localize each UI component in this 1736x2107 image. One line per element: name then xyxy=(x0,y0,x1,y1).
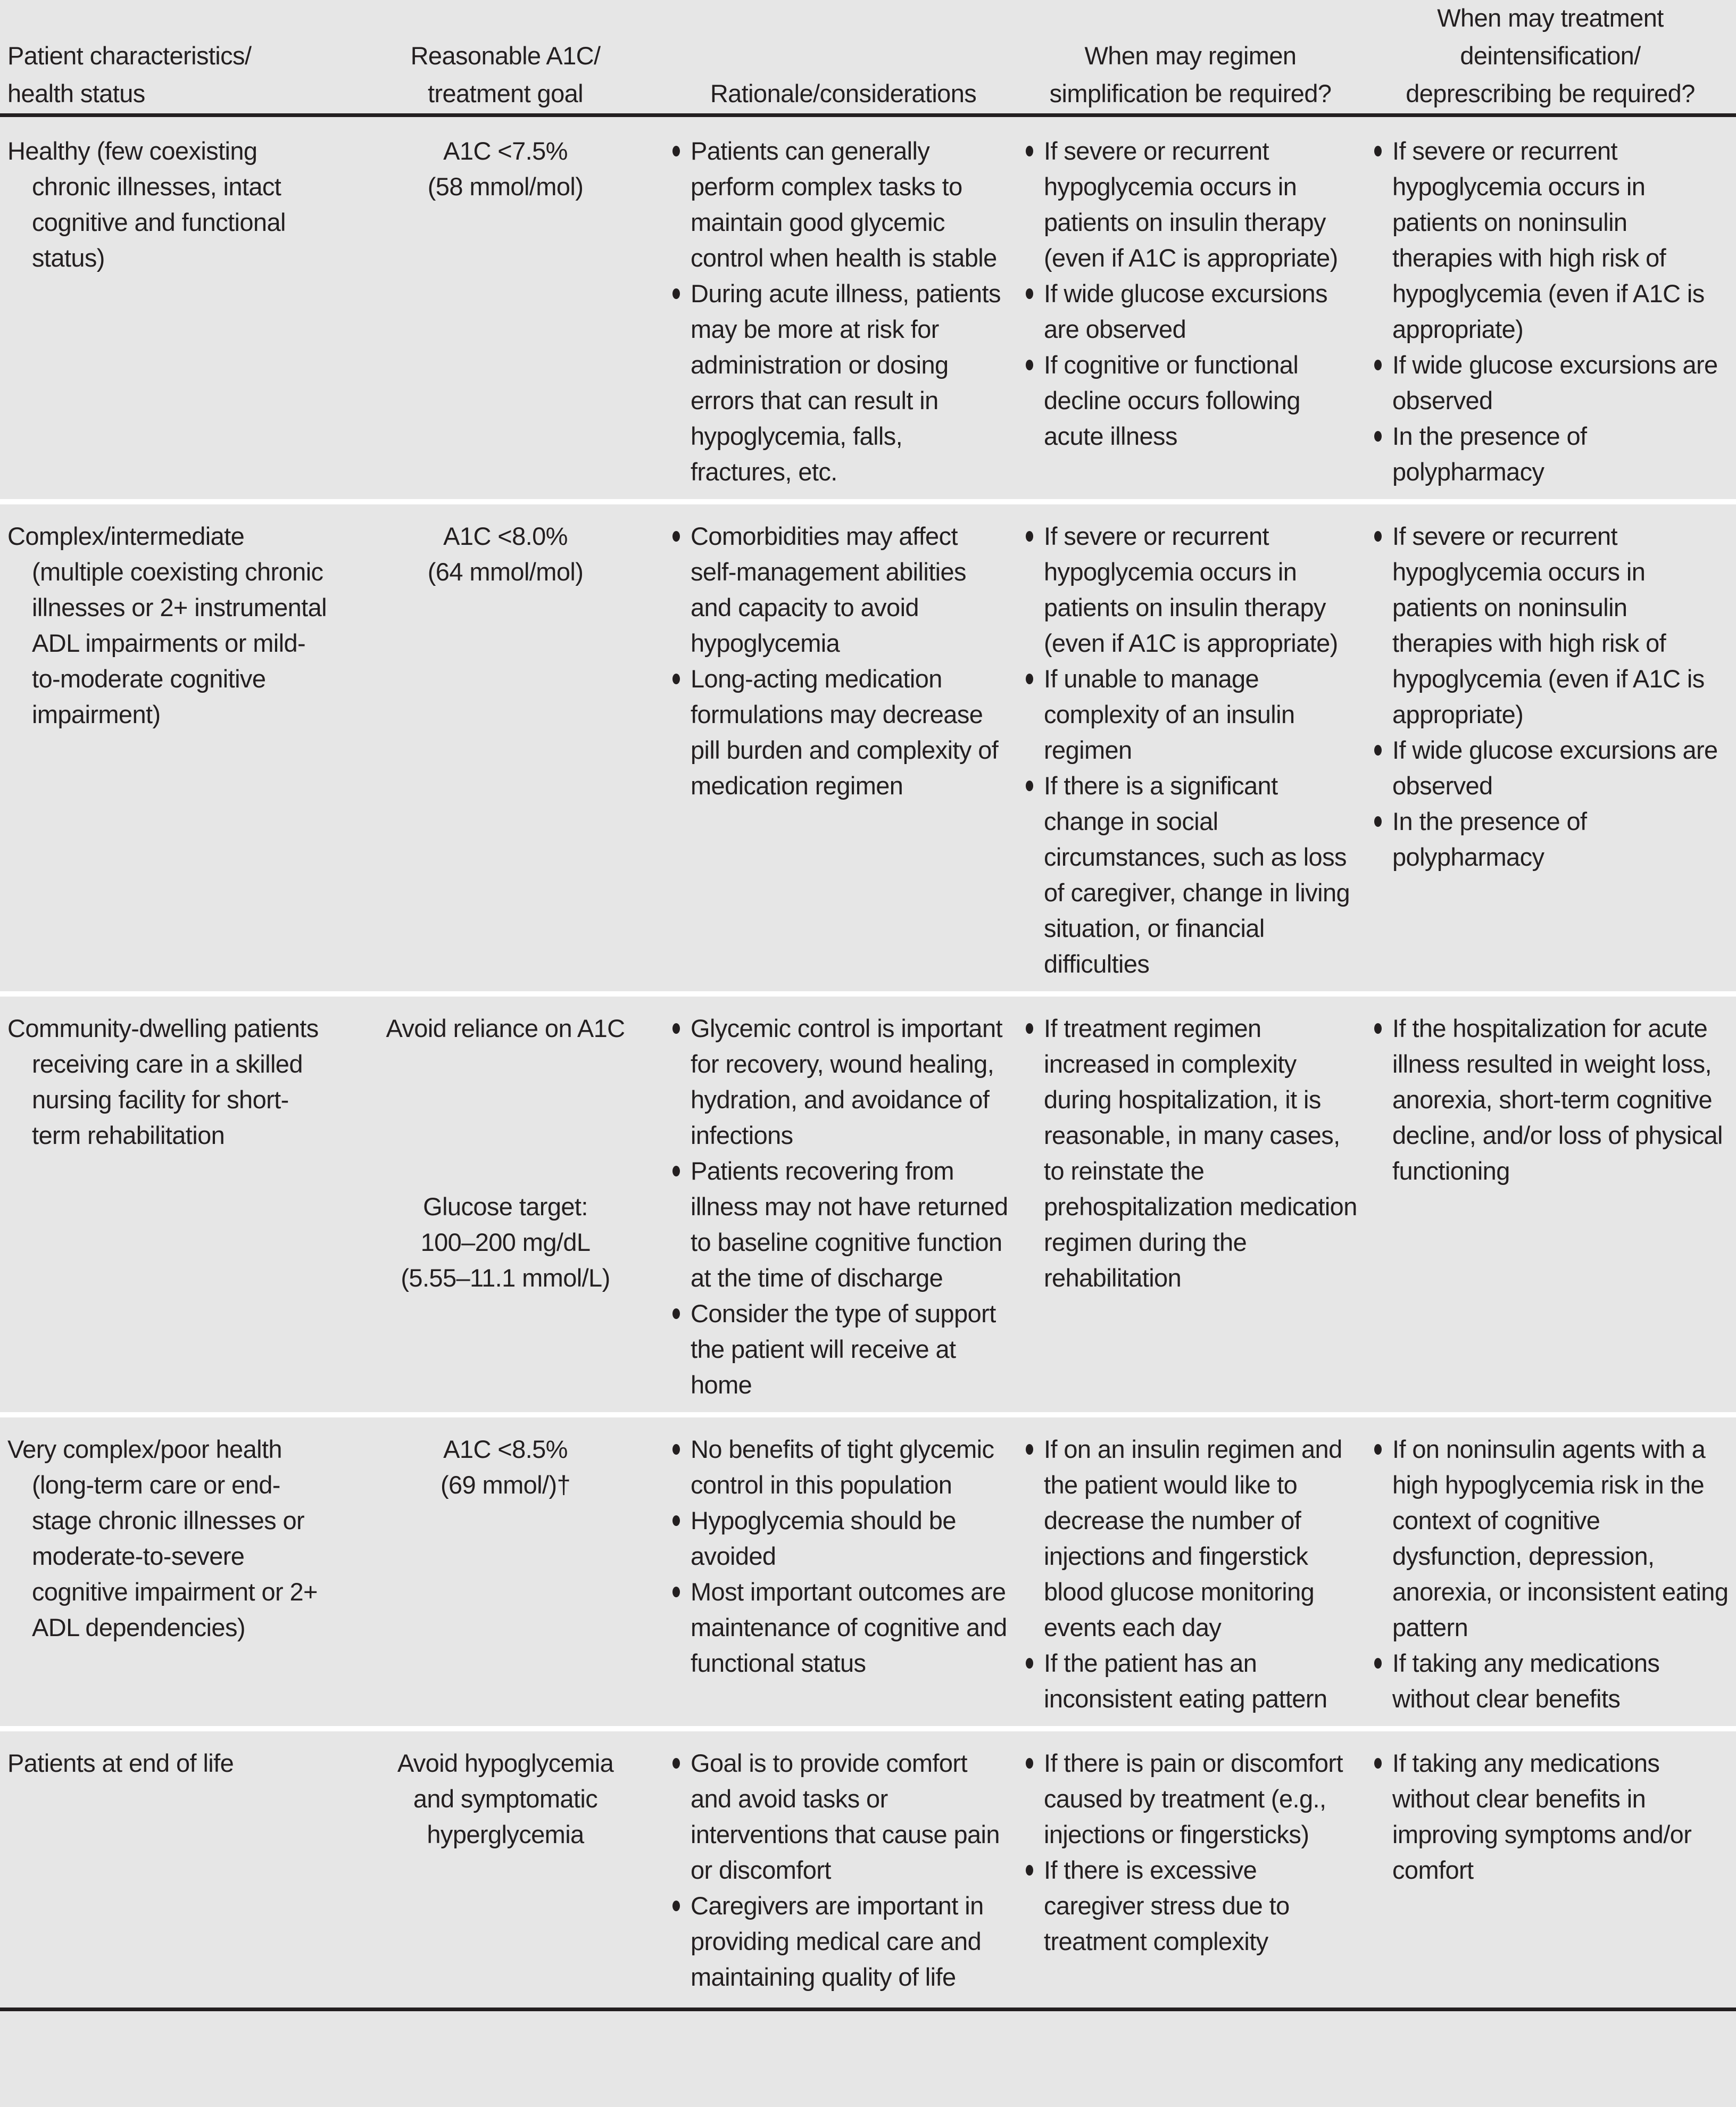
table-row xyxy=(0,1415,1736,1729)
header-line: simplification be required? xyxy=(1049,79,1332,107)
header-line: When may treatment xyxy=(1437,4,1664,32)
treatment-goal-cell xyxy=(340,1415,670,1729)
glucose-target-line: 100–200 mg/dL xyxy=(420,1228,591,1256)
patient-characteristics-text: Very complex/poor health (long-term care or end-stage chronic illnesses or moderate-to-severe cognitive impairment or 2+ ADL dependencies) xyxy=(7,1435,318,1641)
deintensification-cell xyxy=(1365,502,1736,994)
bullet-item: Consider the type of support the patient will receive at home xyxy=(670,1296,1009,1403)
patient-characteristics-text: Community-dwelling patients receiving care in a skilled nursing facility for short-term rehabilitation xyxy=(7,1014,319,1149)
patient-characteristics-text: Patients at end of life xyxy=(7,1749,234,1777)
bullet-item: If severe or recurrent hypoglycemia occurs in patients on insulin therapy (even if A1C is appropriate) xyxy=(1024,133,1357,276)
table-body xyxy=(0,115,1736,2010)
bullet-item: Comorbidities may affect self-management abilities and capacity to avoid hypoglycemia xyxy=(670,518,1009,661)
header-line: Reasonable A1C/ xyxy=(410,42,601,70)
treatment-goal-cell xyxy=(340,115,670,502)
bullet-item: If there is pain or discomfort caused by treatment (e.g., injections or fingersticks) xyxy=(1024,1745,1357,1852)
header-line: Rationale/considerations xyxy=(710,79,977,107)
deintensification-cell xyxy=(1365,1415,1736,1729)
simplification-cell xyxy=(1016,115,1365,502)
deintensification-list xyxy=(1372,518,1729,875)
bullet-item: If severe or recurrent hypoglycemia occurs in patients on insulin therapy (even if A1C is appropriate) xyxy=(1024,518,1357,661)
bullet-item: If on noninsulin agents with a high hypoglycemia risk in the context of cognitive dysfunction, depression, anorexia, or inconsistent eating pattern xyxy=(1372,1431,1729,1645)
simplification-list xyxy=(1024,133,1357,454)
bullet-item: Patients recovering from illness may not have returned to baseline cognitive function at the time of discharge xyxy=(670,1153,1009,1296)
treatment-goal-cell xyxy=(340,994,670,1415)
bullet-item: Most important outcomes are maintenance of cognitive and functional status xyxy=(670,1574,1009,1681)
treatment-goal-line: A1C <8.0% xyxy=(443,522,568,550)
header-line: health status xyxy=(7,79,145,107)
rationale-list xyxy=(670,133,1009,490)
simplification-list xyxy=(1024,1010,1357,1296)
patient-characteristics-cell xyxy=(0,502,340,994)
deintensification-list xyxy=(1372,1745,1729,1888)
bullet-item: If the hospitalization for acute illness resulted in weight loss, anorexia, short-term cognitive decline, and/or loss of physical functioning xyxy=(1372,1010,1729,1189)
treatment-goal-line: (58 mmol/mol) xyxy=(427,172,584,201)
treatment-goal-line: A1C <8.5% xyxy=(443,1435,568,1463)
glucose-target-line: (5.55–11.1 mmol/L) xyxy=(401,1264,610,1292)
patient-characteristics-text: Healthy (few coexisting chronic illnesses, intact cognitive and functional status) xyxy=(7,137,286,272)
glucose-target-line: Glucose target: xyxy=(423,1192,588,1221)
patient-characteristics-cell xyxy=(0,1415,340,1729)
bullet-item: If wide glucose excursions are observed xyxy=(1024,276,1357,347)
bullet-item: If taking any medications without clear benefits in improving symptoms and/or comfort xyxy=(1372,1745,1729,1888)
header-simplification xyxy=(1016,0,1365,115)
deintensification-cell xyxy=(1365,1729,1736,2010)
treatment-goal-line: Avoid reliance on A1C xyxy=(386,1014,625,1042)
bullet-item: If severe or recurrent hypoglycemia occurs in patients on noninsulin therapies with high risk of hypoglycemia (even if A1C is appropriate) xyxy=(1372,518,1729,732)
rationale-cell xyxy=(670,115,1016,502)
header-line: deintensification/ xyxy=(1460,42,1641,70)
patient-characteristics-cell xyxy=(0,1729,340,2010)
simplification-list xyxy=(1024,518,1357,982)
table-row xyxy=(0,502,1736,994)
bullet-item: If wide glucose excursions are observed xyxy=(1372,732,1729,803)
header-line: When may regimen xyxy=(1084,42,1297,70)
bullet-item: If wide glucose excursions are observed xyxy=(1372,347,1729,418)
bullet-item: In the presence of polypharmacy xyxy=(1372,418,1729,490)
bullet-item: If on an insulin regimen and the patient would like to decrease the number of injections and fingerstick blood glucose monitoring events each day xyxy=(1024,1431,1357,1645)
bullet-item: Goal is to provide comfort and avoid tasks or interventions that cause pain or discomfort xyxy=(670,1745,1009,1888)
simplification-cell xyxy=(1016,994,1365,1415)
header-rationale xyxy=(670,0,1016,115)
bullet-item: If there is excessive caregiver stress due to treatment complexity xyxy=(1024,1852,1357,1959)
bullet-item: No benefits of tight glycemic control in this population xyxy=(670,1431,1009,1503)
header-line: deprescribing be required? xyxy=(1406,79,1695,107)
bullet-item: If the patient has an inconsistent eating pattern xyxy=(1024,1645,1357,1716)
rationale-list xyxy=(670,1745,1009,1995)
simplification-list xyxy=(1024,1745,1357,1959)
bullet-item: If severe or recurrent hypoglycemia occurs in patients on noninsulin therapies with high risk of hypoglycemia (even if A1C is appropriate) xyxy=(1372,133,1729,347)
bullet-item: In the presence of polypharmacy xyxy=(1372,803,1729,875)
rationale-list xyxy=(670,1010,1009,1403)
patient-characteristics-cell xyxy=(0,115,340,502)
deintensification-cell xyxy=(1365,115,1736,502)
simplification-cell xyxy=(1016,1729,1365,2010)
deintensification-cell xyxy=(1365,994,1736,1415)
rationale-list xyxy=(670,518,1009,803)
rationale-cell xyxy=(670,1729,1016,2010)
header-line: Patient characteristics/ xyxy=(7,42,252,70)
rationale-list xyxy=(670,1431,1009,1681)
table-header-row xyxy=(0,0,1736,115)
treatment-goal-line: (64 mmol/mol) xyxy=(427,558,584,586)
header-treatment-goal xyxy=(340,0,670,115)
bullet-item: Long-acting medication formulations may decrease pill burden and complexity of medication regimen xyxy=(670,661,1009,803)
header-deintensification xyxy=(1365,0,1736,115)
treatment-goal-line: and symptomatic xyxy=(413,1785,598,1813)
simplification-cell xyxy=(1016,502,1365,994)
bullet-item: Caregivers are important in providing medical care and maintaining quality of life xyxy=(670,1888,1009,1995)
bullet-item: During acute illness, patients may be more at risk for administration or dosing errors that can result in hypoglycemia, falls, fractures, etc. xyxy=(670,276,1009,490)
header-patient-characteristics xyxy=(0,0,340,115)
table-row xyxy=(0,115,1736,502)
treatment-goal-line: A1C <7.5% xyxy=(443,137,568,165)
patient-characteristics-text: Complex/intermediate (multiple coexisting chronic illnesses or 2+ instrumental ADL impairments or mild-to-moderate cognitive impairment) xyxy=(7,522,327,728)
patient-characteristics-cell xyxy=(0,994,340,1415)
bullet-item: If taking any medications without clear benefits xyxy=(1372,1645,1729,1716)
bullet-item: Hypoglycemia should be avoided xyxy=(670,1503,1009,1574)
bullet-item: If unable to manage complexity of an insulin regimen xyxy=(1024,661,1357,768)
treatment-goal-line: (69 mmol/)† xyxy=(440,1471,571,1499)
rationale-cell xyxy=(670,502,1016,994)
treatment-goal-line: Avoid hypoglycemia xyxy=(397,1749,614,1777)
simplification-cell xyxy=(1016,1415,1365,1729)
table-row xyxy=(0,1729,1736,2010)
treatment-goal-line: hyperglycemia xyxy=(427,1820,584,1848)
bullet-item: If cognitive or functional decline occurs following acute illness xyxy=(1024,347,1357,454)
table-row xyxy=(0,994,1736,1415)
header-line: treatment goal xyxy=(427,79,584,107)
rationale-cell xyxy=(670,1415,1016,1729)
bullet-item: If there is a significant change in social circumstances, such as loss of caregiver, change in living situation, or financial difficulties xyxy=(1024,768,1357,982)
treatment-goal-cell xyxy=(340,502,670,994)
deintensification-list xyxy=(1372,1431,1729,1716)
spacer xyxy=(348,1046,663,1189)
bullet-item: Glycemic control is important for recovery, wound healing, hydration, and avoidance of infections xyxy=(670,1010,1009,1153)
bullet-item: If treatment regimen increased in complexity during hospitalization, it is reasonable, in many cases, to reinstate the prehospitalization medication regimen during the rehabilitation xyxy=(1024,1010,1357,1296)
rationale-cell xyxy=(670,994,1016,1415)
bullet-item: Patients can generally perform complex tasks to maintain good glycemic control when health is stable xyxy=(670,133,1009,276)
deintensification-list xyxy=(1372,133,1729,490)
simplification-list xyxy=(1024,1431,1357,1716)
treatment-goal-cell xyxy=(340,1729,670,2010)
deintensification-list xyxy=(1372,1010,1729,1189)
